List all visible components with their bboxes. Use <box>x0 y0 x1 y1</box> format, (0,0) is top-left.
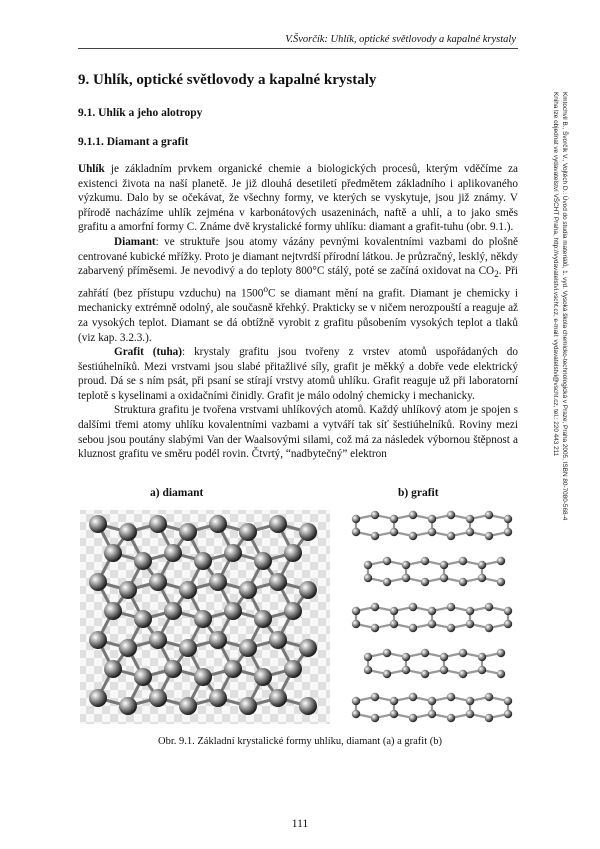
graphite-atom <box>485 693 493 701</box>
graphite-atom <box>485 532 493 540</box>
diamond-atom <box>224 544 242 562</box>
diamond-atom <box>134 668 152 686</box>
graphite-atom <box>497 670 505 678</box>
degree-superscript: o <box>263 284 269 295</box>
diamond-atom <box>284 602 302 620</box>
graphite-atom <box>371 693 379 701</box>
diamond-atom <box>134 610 152 628</box>
diamond-atom <box>239 639 257 657</box>
graphite-atom <box>440 561 448 569</box>
diamond-atom <box>194 668 212 686</box>
graphite-atom <box>402 653 410 661</box>
diamond-atom <box>239 581 257 599</box>
diamond-atom <box>299 639 317 657</box>
running-header: V.Švorčík: Uhlík, optické světlovody a kapalné krystaly <box>285 34 516 45</box>
graphite-atom <box>421 649 429 657</box>
diamond-atom <box>194 552 212 570</box>
side-citation <box>538 92 568 692</box>
graphite-atom <box>485 624 493 632</box>
diamond-atom <box>89 689 107 707</box>
diamond-atom <box>104 660 122 678</box>
graphite-atom <box>409 693 417 701</box>
diamond-atom <box>119 697 137 715</box>
graphite-atom <box>383 557 391 565</box>
diamond-atom <box>89 631 107 649</box>
graphite-atom <box>485 714 493 722</box>
graphite-atom <box>466 607 474 615</box>
diamond-atom <box>149 689 167 707</box>
diamond-atom <box>179 697 197 715</box>
graphite-atom <box>364 653 372 661</box>
graphite-atom <box>409 511 417 519</box>
graphite-atom <box>428 515 436 523</box>
graphite-atom <box>440 653 448 661</box>
graphite-atom <box>447 532 455 540</box>
diamond-atom <box>179 639 197 657</box>
graphite-atom <box>371 714 379 722</box>
header-rule <box>78 48 518 49</box>
graphite-atom <box>447 603 455 611</box>
diamond-atom <box>239 697 257 715</box>
graphite-atom <box>459 557 467 565</box>
side-citation-line-2: Kniha lze objednat ve vydavatelství VŠCHT Praha, http://vydavatelstvi.vscht.cz, e-mail: vydavatelstvi@vscht.cz, tel.: 220 443 211 <box>552 92 560 457</box>
subscript-2: 2 <box>494 270 499 281</box>
paragraph-uhlik <box>78 162 518 235</box>
graphite-atom <box>478 574 486 582</box>
graphite-atom <box>428 620 436 628</box>
chapter-title: 9. Uhlík, optické světlovody a kapalné krystaly <box>78 72 377 88</box>
graphite-atom <box>478 666 486 674</box>
diamond-atom <box>269 573 287 591</box>
diamond-atom <box>254 610 272 628</box>
graphite-atom <box>390 620 398 628</box>
graphite-atom <box>383 649 391 657</box>
diamond-atom <box>209 573 227 591</box>
graphite-atom <box>428 710 436 718</box>
graphite-atom <box>466 528 474 536</box>
diamond-atom <box>149 515 167 533</box>
page-number: 111 <box>291 818 309 830</box>
term-grafit: Grafit (tuha) <box>114 346 182 359</box>
diamond-atom <box>209 689 227 707</box>
graphite-atom <box>390 710 398 718</box>
figure-label-diamant: a) diamant <box>150 487 204 499</box>
diamond-atom <box>284 660 302 678</box>
diamond-atom <box>164 660 182 678</box>
paragraph-grafit-text: : krystaly grafitu jsou tvořeny z vrstev atomů uspořádaných do šestiúhelníků. Mezi vrstvami jsou slabé přitažlivé síly, grafit je měkký a dobře vede elektrický proud. Dá se s ním psát, při psaní se stírají vrstvy atomů uhlíku. Grafit reaguje už při laboratorní teplotě s kyselinami a oxidačními činidly. Grafit je málo odolný chemicky i mechanicky. <box>78 346 518 402</box>
graphite-atom <box>390 607 398 615</box>
graphite-atom <box>497 649 505 657</box>
diamond-atom <box>239 523 257 541</box>
diamond-atom <box>164 602 182 620</box>
paragraph-struktura: Struktura grafitu je tvořena vrstvami uhlíkových atomů. Každý uhlíkový atom je spojen s dalšími třemi atomy uhlíku kovalentními vazbami a vytváří tak síť šestiúhelníků. Roviny mezi sebou jsou poutány slabými Van der Waalsovými silami, což má za následek výbornou štěpnost a kluznost grafitu ve směru podél rovin. Čtvrtý, “nadbytečný” elektron <box>78 404 518 461</box>
graphite-atom <box>447 693 455 701</box>
paragraph-diamant <box>78 235 518 345</box>
diamond-atom <box>224 602 242 620</box>
diamond-atom <box>164 544 182 562</box>
paragraph-diamant-text-a: : ve struktuře jsou atomy vázány pevnými kovalentními vazbami do plošně centrované kubické mřížky. Proto je diamant nejtvrdší přírodní látkou. Je průzračný, lesklý, někdy zabarvený příměsemi. Je nevodivý a do teploty 800°C stálý, poté se začíná oxidovat na CO <box>78 235 518 278</box>
graphite-atom <box>352 528 360 536</box>
graphite-atom <box>447 511 455 519</box>
diamond-atom <box>254 552 272 570</box>
graphite-atom <box>390 515 398 523</box>
graphite-atom <box>421 557 429 565</box>
diamond-atom <box>224 660 242 678</box>
diamond-atom <box>254 668 272 686</box>
crystal-structures-image <box>78 506 518 726</box>
section-title: 9.1. Uhlík a jeho alotropy <box>78 107 203 119</box>
subsection-title: 9.1.1. Diamant a grafit <box>78 136 189 148</box>
diamond-atom <box>299 523 317 541</box>
figure-label-grafit: b) grafit <box>398 487 439 499</box>
side-citation-line-1: Kmtochvil B., Švorčík V., Vojtěch D.: Úvod do studia materiálů, 1. vyd. Vysoká škola chemicko-technologická v Praze, Praha 2005, ISBN 80-7080-568-4 <box>561 92 568 521</box>
graphite-atom <box>497 557 505 565</box>
graphite-atom <box>402 666 410 674</box>
graphite-atom <box>459 649 467 657</box>
diamond-atom <box>209 515 227 533</box>
graphite-atom <box>421 578 429 586</box>
graphite-atom <box>447 714 455 722</box>
term-uhlik: Uhlík <box>78 163 105 175</box>
diamond-atom <box>299 581 317 599</box>
graphite-atom <box>466 710 474 718</box>
diamond-atom <box>209 631 227 649</box>
graphite-atom <box>402 561 410 569</box>
graphite-atom <box>402 574 410 582</box>
body-text <box>78 162 518 462</box>
term-diamant: Diamant <box>114 235 156 248</box>
graphite-atom <box>409 714 417 722</box>
diamond-atom <box>179 523 197 541</box>
graphite-atom <box>466 515 474 523</box>
diamond-atom <box>149 631 167 649</box>
graphite-atom <box>478 653 486 661</box>
graphite-atom <box>504 697 512 705</box>
graphite-atom <box>428 607 436 615</box>
graphite-structure <box>352 511 512 722</box>
graphite-atom <box>383 578 391 586</box>
graphite-atom <box>364 666 372 674</box>
graphite-atom <box>485 603 493 611</box>
graphite-atom <box>364 561 372 569</box>
diamond-atom <box>89 515 107 533</box>
diamond-atom <box>269 515 287 533</box>
graphite-atom <box>371 532 379 540</box>
paragraph-diamant-text-b: . Při zahřátí (bez přístupu vzduchu) na 1500 <box>78 265 518 300</box>
diamond-atom <box>119 523 137 541</box>
graphite-atom <box>409 603 417 611</box>
graphite-atom <box>466 697 474 705</box>
diamond-atom <box>149 573 167 591</box>
diamond-atom <box>269 631 287 649</box>
graphite-atom <box>383 670 391 678</box>
graphite-atom <box>440 574 448 582</box>
graphite-atom <box>352 515 360 523</box>
graphite-atom <box>466 620 474 628</box>
diamond-atom <box>119 639 137 657</box>
paragraph-uhlik-text: je základním prvkem organické chemie a biologických procesů, kterým vděčíme za existenci života na naší planetě. Je již dlouhá desetiletí předmětem základního i aplikovaného výzkumu. Dalo by se očekávat, že všechny formy, ve kterých se vyskytuje, jsou již známy. V přírodě nacházíme uhlík zejména v karbonátových usazeninách, naftě a uhlí, a to jako směs grafitu a amorfní formy C. Známe dvě krystalické formy uhlíku: diamant a grafit-tuhu (obr. 9.1.). <box>78 163 518 234</box>
diamond-structure <box>80 510 330 724</box>
graphite-atom <box>421 670 429 678</box>
diamond-atom <box>134 552 152 570</box>
diamond-atom <box>104 544 122 562</box>
paragraph-diamant-text-c: C se diamant mění na grafit. Diamant je chemicky i mechanicky extrémně odolný, ale současně křehký. Prakticky se v ničem nerozpouští a reaguje až za vysokých teplot. Diamant se dá obtížně vyrobit z grafitu působením vysokých teplot a tlaků (viz kap. 3.2.3.). <box>78 287 518 344</box>
diamond-atom <box>269 689 287 707</box>
graphite-atom <box>428 697 436 705</box>
diamond-atom <box>119 581 137 599</box>
graphite-atom <box>352 710 360 718</box>
diamond-atom <box>194 610 212 628</box>
graphite-atom <box>440 666 448 674</box>
graphite-atom <box>409 532 417 540</box>
graphite-atom <box>504 515 512 523</box>
graphite-atom <box>428 528 436 536</box>
graphite-atom <box>390 528 398 536</box>
graphite-atom <box>485 511 493 519</box>
diamond-atom <box>104 602 122 620</box>
graphite-atom <box>371 624 379 632</box>
graphite-atom <box>497 578 505 586</box>
graphite-atom <box>459 670 467 678</box>
graphite-atom <box>371 511 379 519</box>
diamond-atom <box>299 697 317 715</box>
graphite-atom <box>371 603 379 611</box>
graphite-atom <box>504 607 512 615</box>
graphite-atom <box>504 710 512 718</box>
graphite-atom <box>352 697 360 705</box>
diamond-atom <box>284 544 302 562</box>
graphite-atom <box>478 561 486 569</box>
diamond-atom <box>179 581 197 599</box>
graphite-atom <box>352 607 360 615</box>
figure-crystal-structures <box>78 506 518 810</box>
figure-caption: Obr. 9.1. Základní krystalické formy uhlíku, diamant (a) a grafit (b) <box>158 736 442 747</box>
graphite-atom <box>364 574 372 582</box>
graphite-atom <box>352 620 360 628</box>
graphite-atom <box>459 578 467 586</box>
graphite-atom <box>409 624 417 632</box>
graphite-atom <box>504 620 512 628</box>
paragraph-grafit <box>78 345 518 403</box>
graphite-atom <box>504 528 512 536</box>
diamond-atom <box>89 573 107 591</box>
graphite-atom <box>447 624 455 632</box>
graphite-atom <box>390 697 398 705</box>
